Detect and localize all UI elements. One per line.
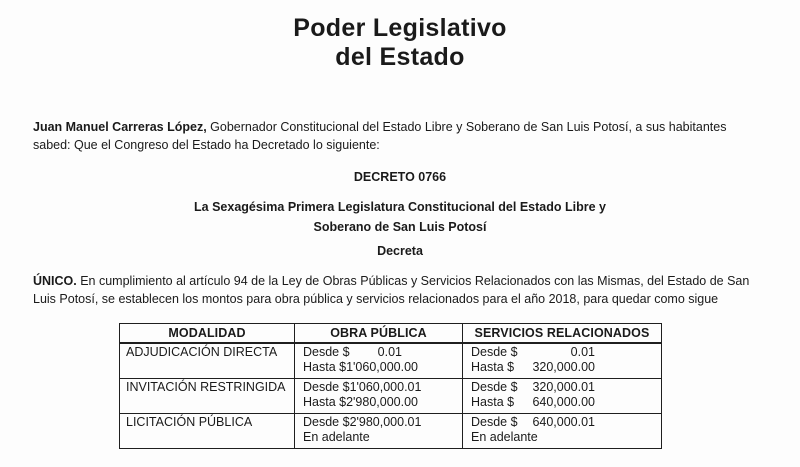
range-label: Hasta $: [303, 360, 347, 374]
header-servicios-relacionados: SERVICIOS RELACIONADOS: [463, 324, 662, 344]
range-value: 1'060,000.00: [346, 360, 418, 374]
range-line-desde: [471, 380, 595, 395]
range-value: 640,000.01: [532, 415, 595, 429]
legislature-heading: [0, 197, 800, 237]
table-row-licitacion-publica: [120, 414, 662, 449]
header-obra-publica: OBRA PÚBLICA: [295, 324, 463, 344]
servicios-relacionados-cell: [463, 343, 662, 379]
range-value: 2'980,000.01: [349, 415, 422, 429]
modalidad-cell: LICITACIÓN PÚBLICA: [120, 414, 295, 449]
range-line-en-adelante: [303, 430, 402, 445]
unico-text: En cumplimiento al artículo 94 de la Ley de Obras Públicas y Servicios Relacionados con las Mismas, del Estado de San Luis Potosí, se establecen los montos para obra pública y servicios relacionados para el año 2018, para quedar como sigue: [33, 274, 750, 306]
range-label: Desde $: [303, 380, 350, 394]
range-value: 0.01: [570, 345, 595, 359]
range-line-desde: [303, 345, 402, 360]
montos-table: [119, 323, 662, 449]
table-header-row: [120, 324, 662, 344]
range-line-en-adelante: [471, 430, 595, 445]
intro-text: Gobernador Constitucional del Estado Libre y Soberano de San Luis Potosí, a sus habitantes sabed: Que el Congreso del Estado ha Decretado lo siguiente:: [33, 120, 727, 152]
range-label: Hasta $: [471, 395, 515, 409]
servicios-relacionados-cell: [463, 379, 662, 414]
range-label: Hasta $: [471, 360, 515, 374]
range-label: Desde $: [471, 415, 518, 429]
intro-paragraph: [33, 118, 763, 154]
range-value: 1'060,000.01: [349, 380, 422, 394]
title-line-1: Poder Legislativo: [293, 14, 507, 42]
range-line-hasta: [303, 360, 418, 375]
range-value: 2'980,000.00: [346, 395, 418, 409]
table-row-invitacion-restringida: [120, 379, 662, 414]
obra-publica-cell: [295, 343, 463, 379]
range-label: Desde $: [303, 345, 350, 359]
unico-label: ÚNICO.: [33, 274, 77, 288]
range-line-desde: [471, 345, 595, 360]
range-line-hasta: [471, 395, 595, 410]
range-value: 320,000.01: [532, 380, 595, 394]
range-line-hasta: [303, 395, 418, 410]
header-modalidad: MODALIDAD: [120, 324, 295, 344]
range-label: Hasta $: [303, 395, 347, 409]
servicios-relacionados-cell: [463, 414, 662, 449]
range-label: Desde $: [471, 345, 518, 359]
range-value: 0.01: [377, 345, 402, 359]
unico-paragraph: [33, 272, 767, 308]
range-label: En adelante: [303, 430, 370, 444]
range-value: 320,000.00: [532, 360, 595, 374]
obra-publica-cell: [295, 414, 463, 449]
range-line-hasta: [471, 360, 595, 375]
range-value: 640,000.00: [532, 395, 595, 409]
governor-name: Juan Manuel Carreras López,: [33, 120, 207, 134]
title-line-2: del Estado: [335, 43, 465, 71]
range-line-desde: [303, 415, 422, 430]
obra-publica-cell: [295, 379, 463, 414]
range-line-desde: [303, 380, 422, 395]
range-label: Desde $: [471, 380, 518, 394]
page-title: [0, 0, 800, 72]
range-line-desde: [471, 415, 595, 430]
decreta-heading: Decreta: [377, 244, 423, 258]
legislature-line-1: La Sexagésima Primera Legislatura Constitucional del Estado Libre y: [194, 200, 606, 214]
modalidad-cell: ADJUDICACIÓN DIRECTA: [120, 343, 295, 379]
decree-number: DECRETO 0766: [353, 170, 447, 184]
modalidad-cell: INVITACIÓN RESTRINGIDA: [120, 379, 295, 414]
range-label: En adelante: [471, 430, 538, 444]
legislature-line-2: Soberano de San Luis Potosí: [313, 220, 487, 234]
range-label: Desde $: [303, 415, 350, 429]
table-row-adjudicacion-directa: [120, 343, 662, 379]
